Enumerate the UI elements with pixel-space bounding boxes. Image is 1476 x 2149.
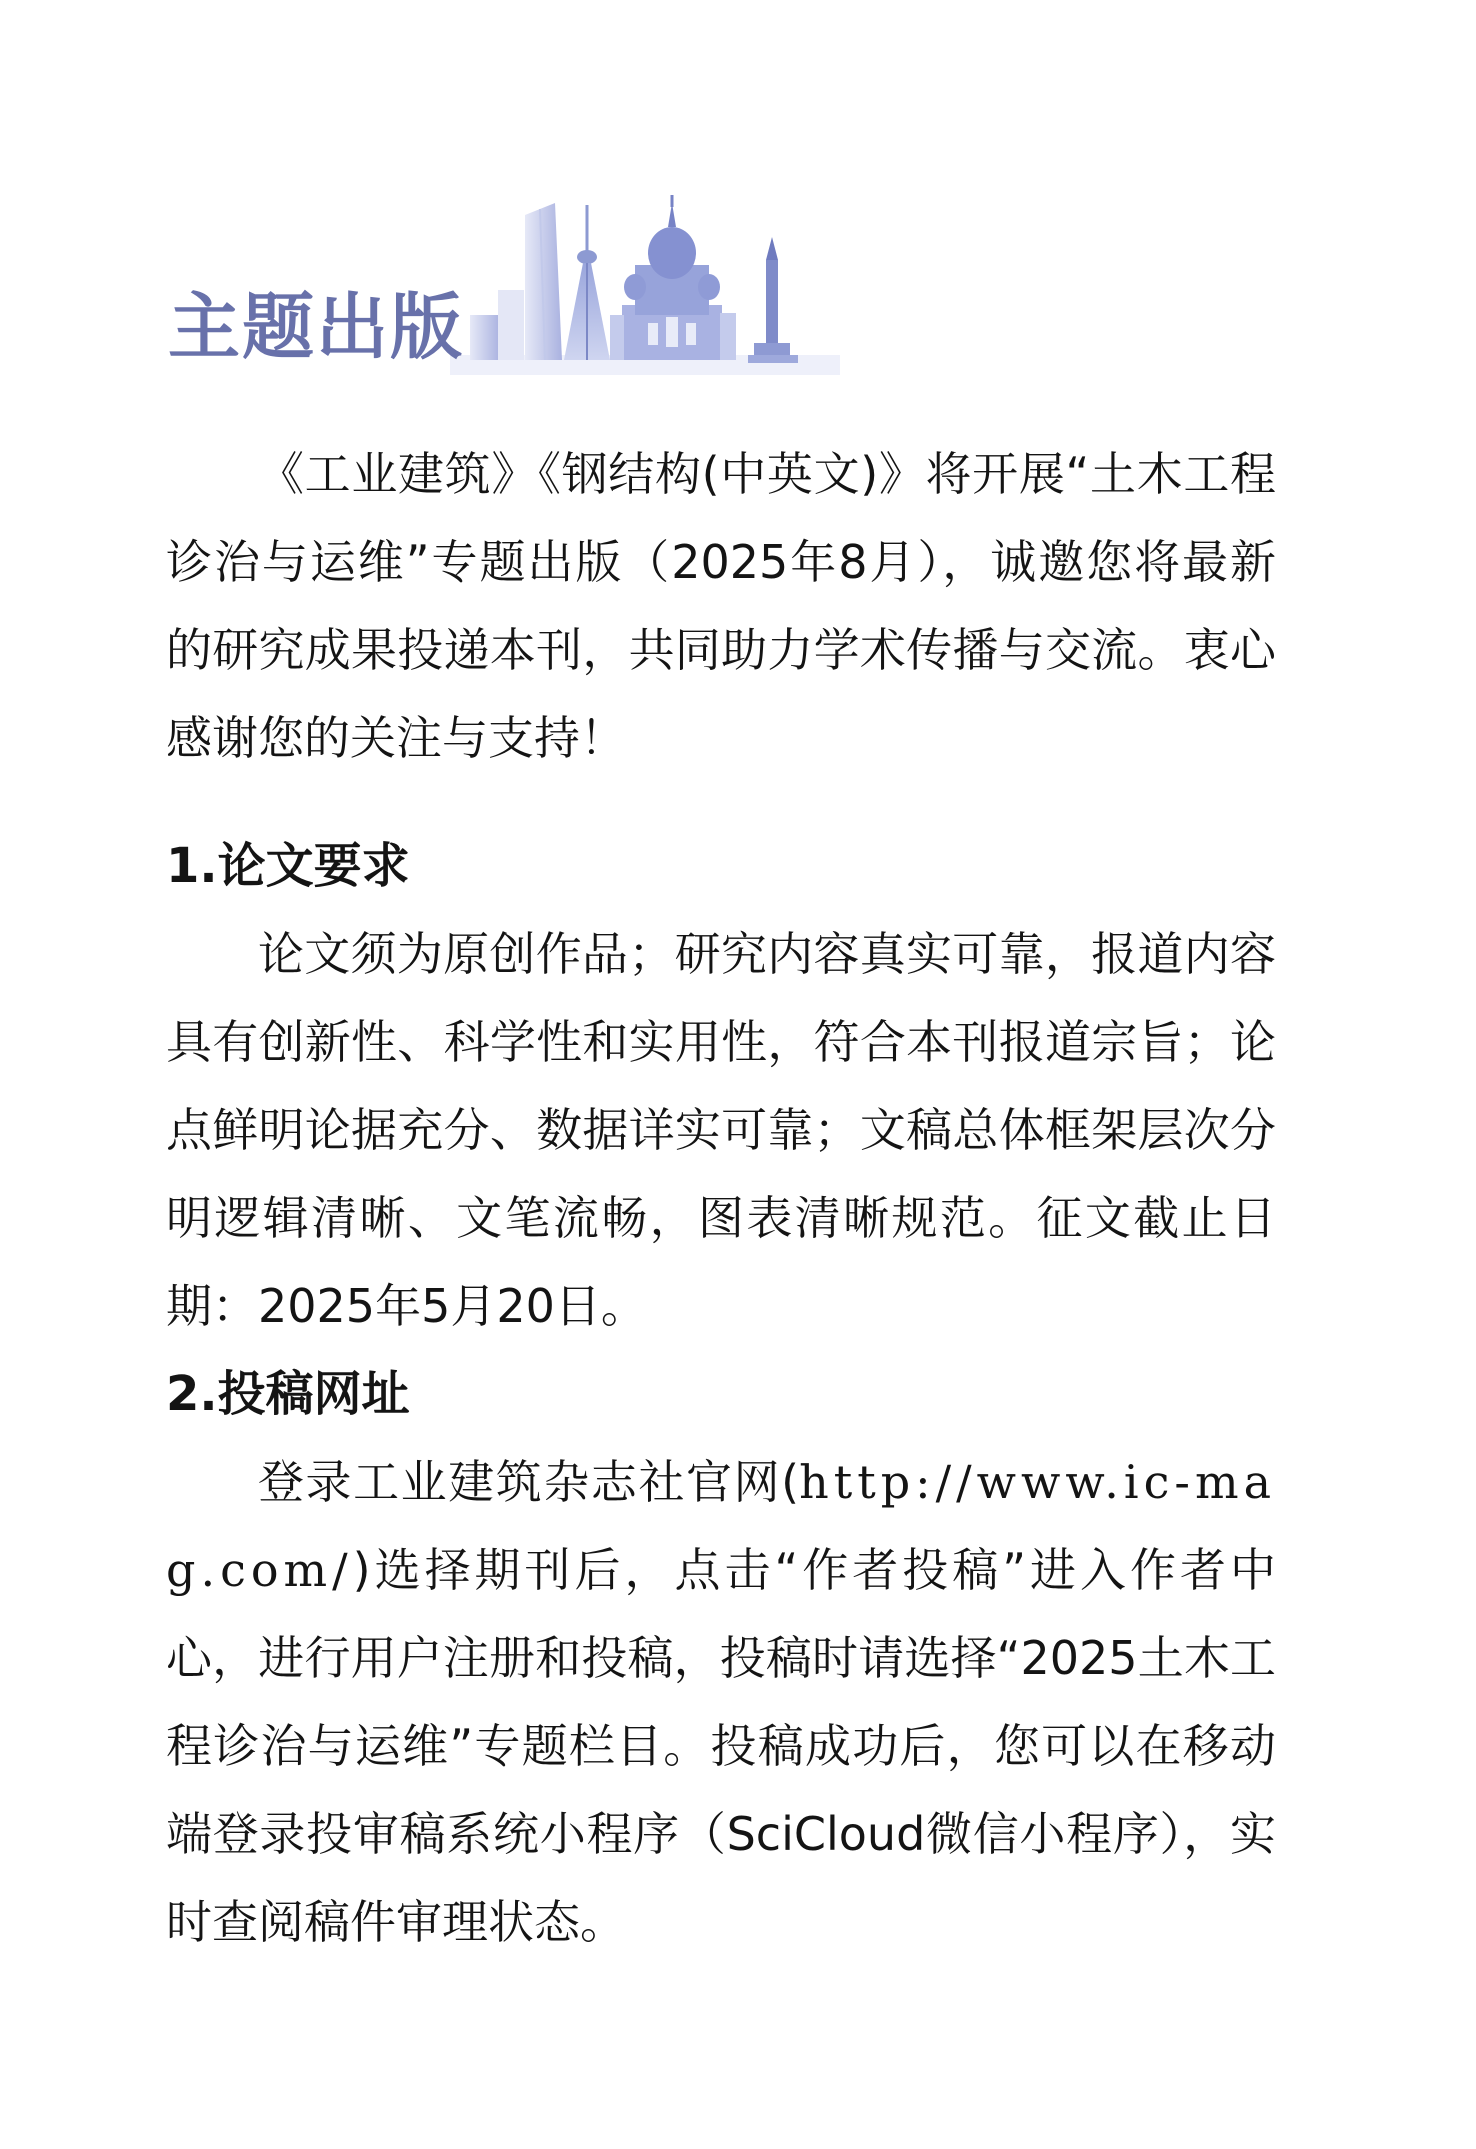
section-heading-requirements: 1.论文要求 xyxy=(166,838,410,894)
website-url-link[interactable]: http://www.ic-mag.com/ xyxy=(166,1455,1276,1597)
page-title: 主题出版 xyxy=(168,285,465,369)
submission-text-before-url: 登录工业建筑杂志社官网( xyxy=(258,1455,800,1509)
city-skyline-icon xyxy=(450,195,840,375)
article-body xyxy=(166,430,1276,1966)
section-heading-submission: 2.投稿网址 xyxy=(166,1366,410,1422)
submission-text-after-url: )选择期刊后，点击“作者投稿”进入作者中心，进行用户注册和投稿，投稿时请选择“2025土木工程诊治与运维”专题栏目。投稿成功后，您可以在移动端登录投审稿系统小程序（SciCloud微信小程序），实时查阅稿件审理状态。 xyxy=(166,1543,1276,1949)
submission-paragraph xyxy=(166,1438,1276,1966)
requirements-paragraph: 论文须为原创作品；研究内容真实可靠，报道内容具有创新性、科学性和实用性，符合本刊报道宗旨；论点鲜明论据充分、数据详实可靠；文稿总体框架层次分明逻辑清晰、文笔流畅，图表清晰规范。征文截止日期：2025年5月20日。 xyxy=(166,927,1276,1333)
header xyxy=(160,195,700,375)
intro-paragraph: 《工业建筑》《钢结构(中英文)》将开展“土木工程诊治与运维”专题出版（2025年8月），诚邀您将最新的研究成果投递本刊，共同助力学术传播与交流。衷心感谢您的关注与支持！ xyxy=(166,447,1276,765)
